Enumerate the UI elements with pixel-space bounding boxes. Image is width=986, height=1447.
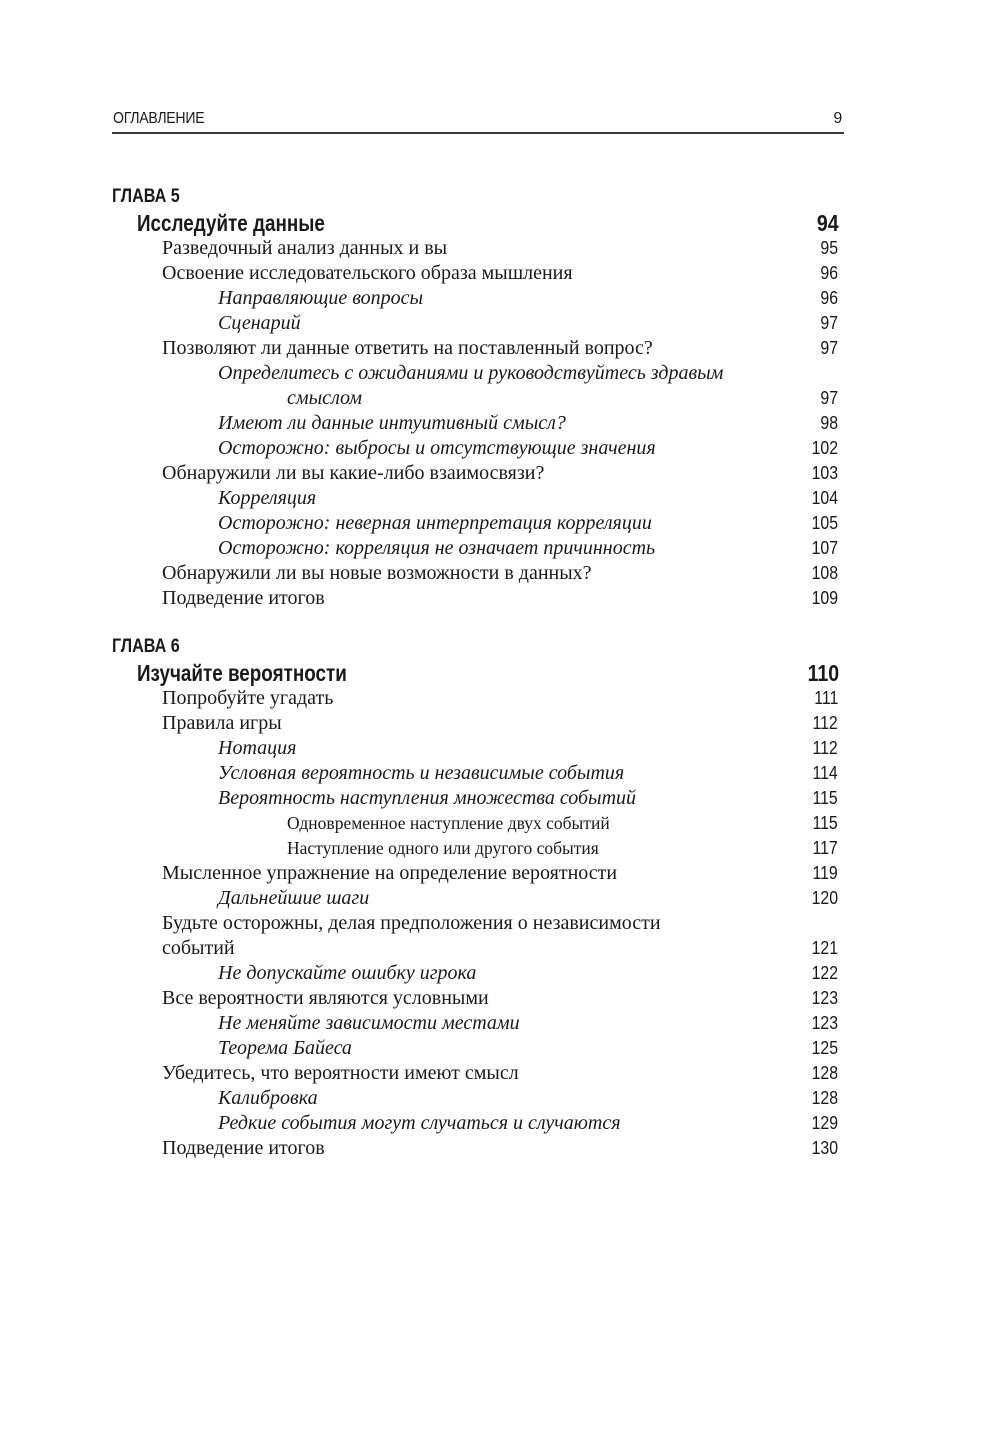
toc-entry-title: Вероятность наступления множества событий bbox=[218, 787, 637, 809]
toc-entry-title: Осторожно: выбросы и отсутствующие значения bbox=[218, 437, 656, 459]
toc-entry-page: 121 bbox=[811, 938, 838, 958]
toc-entry-title: Одновременное наступление двух событий bbox=[287, 813, 610, 833]
toc-entry[interactable] bbox=[0, 1086, 986, 1111]
toc-entry-page: 123 bbox=[811, 988, 838, 1008]
toc-entry[interactable] bbox=[0, 236, 986, 261]
toc-entry-page: 114 bbox=[812, 763, 838, 783]
toc-entry-page: 112 bbox=[812, 738, 838, 758]
toc-entry-title: Редкие события могут случаться и случаются bbox=[218, 1112, 621, 1134]
toc-entry-page: 128 bbox=[811, 1063, 838, 1083]
toc-entry-title: событий bbox=[162, 937, 235, 959]
toc-entry-page: 128 bbox=[811, 1088, 838, 1108]
toc-entry-page: 104 bbox=[811, 488, 838, 508]
chapter-title: Изучайте вероятности bbox=[137, 660, 347, 686]
toc-entry-title: Убедитесь, что вероятности имеют смысл bbox=[162, 1062, 519, 1084]
toc-entry-title: Обнаружили ли вы новые возможности в данных? bbox=[162, 562, 592, 584]
toc-entry-title: Корреляция bbox=[218, 487, 317, 509]
toc-entry-page: 97 bbox=[820, 338, 838, 358]
toc-entry[interactable] bbox=[0, 436, 986, 461]
toc-entry[interactable] bbox=[0, 936, 986, 961]
toc-entry-page: 112 bbox=[812, 713, 838, 733]
toc-entries bbox=[0, 686, 986, 1161]
toc-entry-page: 108 bbox=[811, 563, 838, 583]
toc-entry-title: смыслом bbox=[287, 387, 363, 409]
toc-entry-page: 115 bbox=[812, 813, 838, 833]
toc-entry-page: 96 bbox=[820, 263, 838, 283]
toc-entry-title: Калибровка bbox=[218, 1087, 318, 1109]
toc-entry-title: Осторожно: неверная интерпретация корреляции bbox=[218, 512, 652, 534]
toc-entry-title: Нотация bbox=[218, 737, 297, 759]
toc-entry-page: 119 bbox=[812, 863, 838, 883]
toc-entry-title: Освоение исследовательского образа мышления bbox=[162, 262, 573, 284]
toc-entry-title: Не меняйте зависимости местами bbox=[218, 1012, 520, 1034]
toc-entry[interactable] bbox=[0, 336, 986, 361]
toc-entry[interactable] bbox=[0, 411, 986, 436]
toc-entry-title: Обнаружили ли вы какие-либо взаимосвязи? bbox=[162, 462, 545, 484]
toc-entry[interactable] bbox=[0, 711, 986, 736]
toc-entry-title: Мысленное упражнение на определение вероятности bbox=[162, 862, 618, 884]
toc-entry-page: 97 bbox=[820, 313, 838, 333]
toc-entry[interactable] bbox=[0, 686, 986, 711]
toc-entry[interactable] bbox=[0, 511, 986, 536]
chapter-page-number: 94 bbox=[817, 210, 839, 236]
toc-entry[interactable] bbox=[0, 486, 986, 511]
toc-entry-page: 111 bbox=[813, 688, 838, 708]
toc-entry-title: Теорема Байеса bbox=[218, 1037, 352, 1059]
toc-entry[interactable] bbox=[0, 461, 986, 486]
chapter-label: ГЛАВА 6 bbox=[112, 636, 180, 657]
toc-entry[interactable] bbox=[0, 1061, 986, 1086]
toc-entry-title: Дальнейшие шаги bbox=[218, 887, 370, 909]
toc-entry[interactable] bbox=[0, 311, 986, 336]
toc-entry[interactable] bbox=[0, 1011, 986, 1036]
toc-entry[interactable] bbox=[0, 1136, 986, 1161]
toc-entry[interactable] bbox=[0, 261, 986, 286]
toc-entry-page: 95 bbox=[820, 238, 838, 258]
toc-entry[interactable] bbox=[0, 561, 986, 586]
toc-entry[interactable] bbox=[0, 286, 986, 311]
toc-entry-title: Условная вероятность и независимые события bbox=[218, 762, 625, 784]
toc-entry-title: Подведение итогов bbox=[162, 587, 325, 609]
toc-entry-page: 102 bbox=[811, 438, 838, 458]
toc-entry-page: 98 bbox=[820, 413, 838, 433]
toc-entry-page: 122 bbox=[811, 963, 838, 983]
toc-entry-title: Определитесь с ожиданиями и руководствуйтесь здравым bbox=[218, 362, 724, 384]
running-header bbox=[112, 108, 844, 134]
toc-entry-page: 105 bbox=[811, 513, 838, 533]
toc-entry-title: Все вероятности являются условными bbox=[162, 987, 489, 1009]
chapter-title: Исследуйте данные bbox=[137, 210, 325, 236]
toc-entry-page: 115 bbox=[812, 788, 838, 808]
toc-entries bbox=[0, 236, 986, 611]
toc-entry-page: 96 bbox=[820, 288, 838, 308]
toc-entry[interactable] bbox=[0, 536, 986, 561]
toc-entry[interactable] bbox=[0, 761, 986, 786]
toc-entry-title: Не допускайте ошибку игрока bbox=[218, 962, 477, 984]
chapter-label: ГЛАВА 5 bbox=[112, 186, 180, 207]
toc-entry-page: 123 bbox=[811, 1013, 838, 1033]
toc-entry-page: 109 bbox=[811, 588, 838, 608]
chapter-page-number: 110 bbox=[807, 660, 839, 686]
toc-entry[interactable] bbox=[0, 361, 986, 386]
toc-entry-title: Разведочный анализ данных и вы bbox=[162, 237, 448, 259]
toc-entry-page: 129 bbox=[811, 1113, 838, 1133]
running-header-title: ОГЛАВЛЕНИЕ bbox=[113, 110, 205, 127]
toc-entry[interactable] bbox=[0, 961, 986, 986]
toc-entry-page: 130 bbox=[811, 1138, 838, 1158]
toc-entry-page: 120 bbox=[811, 888, 838, 908]
toc-entry-title: Подведение итогов bbox=[162, 1137, 325, 1159]
toc-entry-title: Направляющие вопросы bbox=[218, 287, 424, 309]
page-number: 9 bbox=[833, 110, 842, 127]
toc-entry[interactable] bbox=[0, 736, 986, 761]
toc-entry-title: Сценарий bbox=[218, 312, 301, 334]
toc-entry-page: 125 bbox=[811, 1038, 838, 1058]
toc-entry-page: 117 bbox=[812, 838, 838, 858]
toc-entry-title: Имеют ли данные интуитивный смысл? bbox=[218, 412, 566, 434]
toc-entry-page: 97 bbox=[820, 388, 838, 408]
toc-entry[interactable] bbox=[0, 1036, 986, 1061]
toc-entry-title: Наступление одного или другого события bbox=[287, 838, 599, 858]
toc-entry[interactable] bbox=[0, 586, 986, 611]
toc-entry-page: 107 bbox=[811, 538, 838, 558]
toc-entry[interactable] bbox=[0, 786, 986, 811]
toc-entry[interactable] bbox=[0, 911, 986, 936]
toc-entry[interactable] bbox=[0, 861, 986, 886]
toc-entry-title: Осторожно: корреляция не означает причинность bbox=[218, 537, 656, 559]
toc-entry-title: Попробуйте угадать bbox=[162, 687, 334, 709]
toc-entry-title: Правила игры bbox=[162, 712, 282, 734]
toc-entry-page: 103 bbox=[811, 463, 838, 483]
toc-entry[interactable] bbox=[0, 811, 986, 836]
toc-entry-title: Будьте осторожны, делая предположения о независимости bbox=[162, 912, 661, 934]
toc-entry-title: Позволяют ли данные ответить на поставленный вопрос? bbox=[162, 337, 653, 359]
toc-entry[interactable] bbox=[0, 986, 986, 1011]
toc-entry[interactable] bbox=[0, 386, 986, 411]
toc-entry[interactable] bbox=[0, 836, 986, 861]
toc-entry[interactable] bbox=[0, 886, 986, 911]
toc-entry[interactable] bbox=[0, 1111, 986, 1136]
